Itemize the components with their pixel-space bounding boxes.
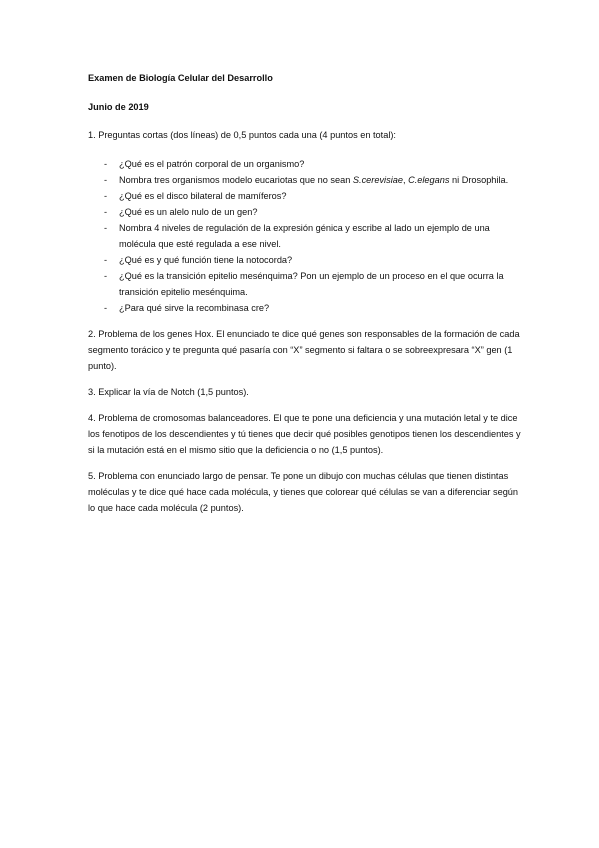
question-1-intro: 1. Preguntas cortas (dos líneas) de 0,5 puntos cada una (4 puntos en total): — [88, 130, 396, 140]
question-5: 5. Problema con enunciado largo de pensar. Te pone un dibujo con muchas células que tienen distintas moléculas y te dice qué hace cada molécula, y tienes que colorear qué células se van a diferenciar según lo que hace cada molécula (2 puntos). — [88, 471, 519, 513]
list-item — [88, 300, 523, 316]
exam-date: Junio de 2019 — [88, 102, 149, 112]
list-item-text: ¿Qué es el patrón corporal de un organismo? — [119, 159, 305, 169]
question-2: 2. Problema de los genes Hox. El enunciado te dice qué genes son responsables de la formación de cada segmento torácico y te pregunta qué pasaría con “X” segmento si faltara o se sobreexpresara “X” gen (1 punto). — [88, 329, 520, 371]
question-3: 3. Explicar la vía de Notch (1,5 puntos). — [88, 387, 249, 397]
list-item-text: ¿Qué es la transición epitelio mesénquima? Pon un ejemplo de un proceso en el que ocurra la transición epitelio mesénquima. — [119, 271, 504, 297]
organism-name-italic: S.cerevisiae — [352, 175, 403, 185]
list-item — [88, 268, 523, 300]
bullet-dash: - — [104, 223, 108, 233]
bullet-dash: - — [104, 191, 108, 201]
list-item-text: Nombra tres organismos modelo eucariotas que no sean — [119, 175, 353, 185]
list-item-text: ¿Para qué sirve la recombinasa cre? — [119, 303, 270, 313]
separator-text: , — [402, 175, 409, 185]
list-item — [88, 188, 523, 204]
list-item — [88, 220, 523, 252]
question-1-list — [88, 156, 523, 316]
bullet-dash: - — [104, 255, 108, 265]
list-item — [88, 156, 523, 172]
list-item-tail: ni Drosophila. — [449, 175, 509, 185]
list-item — [88, 204, 523, 220]
list-item — [88, 252, 523, 268]
bullet-dash: - — [104, 303, 108, 313]
list-item-text: ¿Qué es y qué función tiene la notocorda? — [119, 255, 293, 265]
list-item-text: ¿Qué es un alelo nulo de un gen? — [119, 207, 258, 217]
bullet-dash: - — [104, 175, 108, 185]
organism-name-italic: C.elegans — [408, 175, 450, 185]
bullet-dash: - — [104, 207, 108, 217]
bullet-dash: - — [104, 159, 108, 169]
document-body — [88, 70, 523, 516]
list-item-text: ¿Qué es el disco bilateral de mamíferos? — [119, 191, 287, 201]
list-item — [88, 172, 523, 188]
question-4: 4. Problema de cromosomas balanceadores. El que te pone una deficiencia y una mutación letal y te dice los fenotipos de los descendientes y tú tienes que decir qué posibles genotipos tienen los descendientes y si la mutación está en el mismo sitio que la deficiencia o no (1,5 puntos). — [88, 413, 521, 455]
bullet-dash: - — [104, 271, 108, 281]
exam-title: Examen de Biología Celular del Desarrollo — [88, 73, 273, 83]
list-item-text: Nombra 4 niveles de regulación de la expresión génica y escribe al lado un ejemplo de una molécula que esté regulada a ese nivel. — [119, 223, 490, 249]
